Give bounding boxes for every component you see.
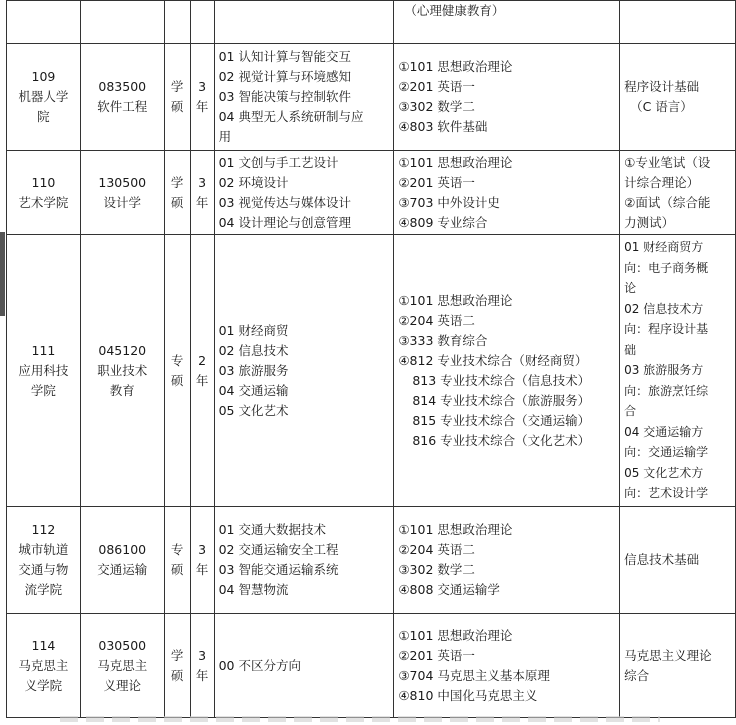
admissions-table: [6, 0, 736, 718]
cell-exams: ①101 思想政治理论 ②204 英语二 ③302 数学二 ④808 交通运输学: [394, 507, 620, 614]
cell-degree: 学 硕: [164, 44, 190, 151]
cell-years: 3 年: [190, 614, 214, 718]
cell-years: [190, 1, 214, 44]
cell-major: 030500 马克思主 义理论: [80, 614, 164, 718]
cell-college: 111 应用科技 学院: [7, 235, 81, 507]
cell-exams: ①101 思想政治理论 ②201 英语一 ③302 数学二 ④803 软件基础: [394, 44, 620, 151]
cell-major: 045120 职业技术 教育: [80, 235, 164, 507]
cell-college: [7, 1, 81, 44]
cell-major: 130500 设计学: [80, 151, 164, 235]
cell-major: 086100 交通运输: [80, 507, 164, 614]
cell-college: 112 城市轨道 交通与物 流学院: [7, 507, 81, 614]
cell-college: 109 机器人学 院: [7, 44, 81, 151]
table-row: [7, 151, 736, 235]
cell-directions: 01 认知计算与智能交互 02 视觉计算与环境感知 03 智能决策与控制软件 04 典型无人系统研制与应 用: [214, 44, 394, 151]
exam-line: （心理健康教育）: [404, 3, 505, 18]
cell-exams: [394, 1, 620, 44]
cell-years: 3 年: [190, 151, 214, 235]
cell-exams: ①101 思想政治理论 ②201 英语一 ③703 中外设计史 ④809 专业综合: [394, 151, 620, 235]
table-row-top: [7, 1, 736, 44]
cell-years: 2 年: [190, 235, 214, 507]
cell-exams: ①101 思想政治理论 ②204 英语二 ③333 教育综合 ④812 专业技术综合（财经商贸） 813 专业技术综合（信息技术） 814 专业技术综合（旅游服务） 815 专业技术综合（交通运输） 816 专业技术综合（文化艺术）: [394, 235, 620, 507]
cell-directions: 01 财经商贸 02 信息技术 03 旅游服务 04 交通运输 05 文化艺术: [214, 235, 394, 507]
cell-degree: 学 硕: [164, 151, 190, 235]
cropped-text-remnant: [60, 716, 660, 722]
cell-retest: 信息技术基础: [620, 507, 736, 614]
left-edge-bar: [0, 232, 5, 316]
cell-degree: 专 硕: [164, 235, 190, 507]
cell-retest: 马克思主义理论 综合: [620, 614, 736, 718]
cell-directions: 01 文创与手工艺设计 02 环境设计 03 视觉传达与媒体设计 04 设计理论与创意管理: [214, 151, 394, 235]
table-row: [7, 235, 736, 507]
table-row: [7, 44, 736, 151]
cell-directions: 00 不区分方向: [214, 614, 394, 718]
cell-retest: 01 财经商贸方 向：电子商务概 论 02 信息技术方 向：程序设计基 础 03 旅游服务方 向：旅游烹饪综 合 04 交通运输方 向：交通运输学 05 文化艺术方 向：艺术设计学: [620, 235, 736, 507]
table-row: [7, 614, 736, 718]
cell-major: 083500 软件工程: [80, 44, 164, 151]
cell-retest: [620, 1, 736, 44]
cell-major: [80, 1, 164, 44]
cell-years: 3 年: [190, 44, 214, 151]
cell-degree: 专 硕: [164, 507, 190, 614]
cell-exams: ①101 思想政治理论 ②201 英语一 ③704 马克思主义基本原理 ④810 中国化马克思主义: [394, 614, 620, 718]
cell-retest: ①专业笔试（设 计综合理论） ②面试（综合能 力测试）: [620, 151, 736, 235]
cell-directions: 01 交通大数据技术 02 交通运输安全工程 03 智能交通运输系统 04 智慧物流: [214, 507, 394, 614]
table-row: [7, 507, 736, 614]
cell-degree: [164, 1, 190, 44]
cell-directions: [214, 1, 394, 44]
cell-retest: 程序设计基础 （C 语言）: [620, 44, 736, 151]
cell-years: 3 年: [190, 507, 214, 614]
cell-college: 110 艺术学院: [7, 151, 81, 235]
cell-college: 114 马克思主 义学院: [7, 614, 81, 718]
cell-degree: 学 硕: [164, 614, 190, 718]
